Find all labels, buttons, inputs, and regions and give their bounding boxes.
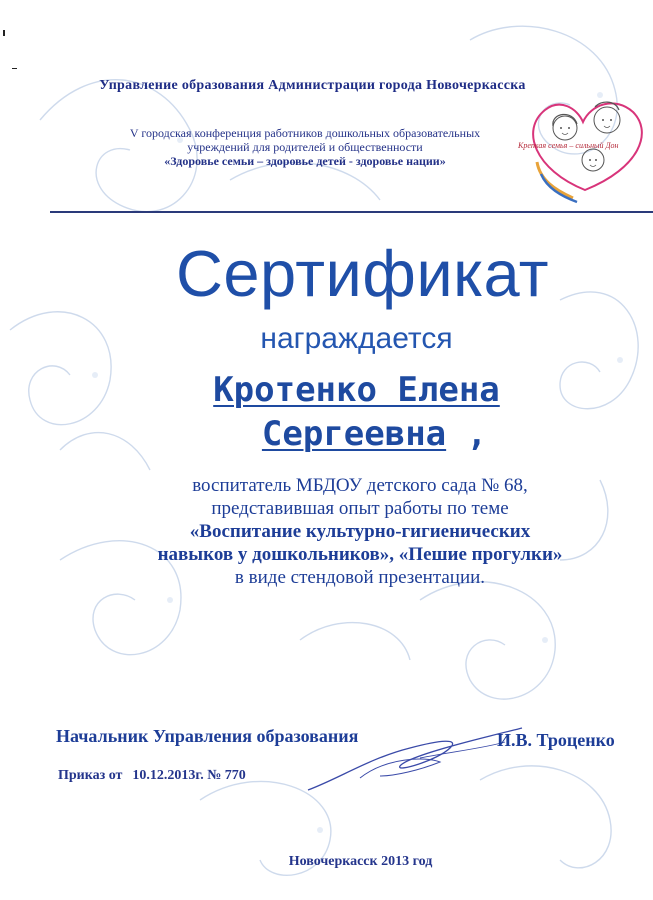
order-number: № 770 (207, 768, 246, 783)
logo-caption: Крепкая семья – сильный Дон (518, 141, 619, 150)
signatory-title: Начальник Управления образования (56, 726, 359, 746)
order-label: Приказ от (58, 768, 123, 783)
signatory-name: И.В. Троценко (497, 730, 615, 750)
details-line: воспитатель МБДОУ детского сада № 68, (192, 475, 528, 496)
conference-motto: «Здоровье семьи – здоровье детей - здоровье нации» (164, 154, 446, 168)
conference-line: учреждений для родителей и общественности (187, 140, 423, 154)
recipient-patronymic: Сергеевна (261, 414, 447, 454)
award-details (100, 474, 620, 589)
recipient-name-line1: Кротенко Елена (213, 370, 500, 410)
conference-line: V городская конференция работников дошкольных образовательных (129, 126, 481, 140)
scan-mark (12, 68, 17, 69)
details-theme-line: навыков у дошкольников», «Пешие прогулки» (157, 544, 563, 565)
details-theme-line: «Воспитание культурно-гигиенических (189, 521, 531, 542)
order-date: 10.12.2013г. (132, 768, 204, 783)
name-comma: , (446, 414, 488, 454)
recipient-name-line2 (0, 414, 653, 454)
awarded-text: награждается (260, 322, 453, 355)
handwritten-signature (300, 718, 530, 798)
header-divider (50, 211, 653, 213)
certificate-title: Сертификат (175, 237, 550, 310)
city-year: Новочеркасск 2013 год (288, 854, 433, 869)
order-reference (58, 768, 246, 784)
details-line: в виде стендовой презентации. (234, 567, 486, 588)
scan-mark (3, 30, 5, 36)
issuer-heading: Управление образования Администрации города Новочеркасска (99, 78, 526, 93)
details-line: представившая опыт работы по теме (211, 498, 509, 519)
conference-block (95, 126, 515, 168)
